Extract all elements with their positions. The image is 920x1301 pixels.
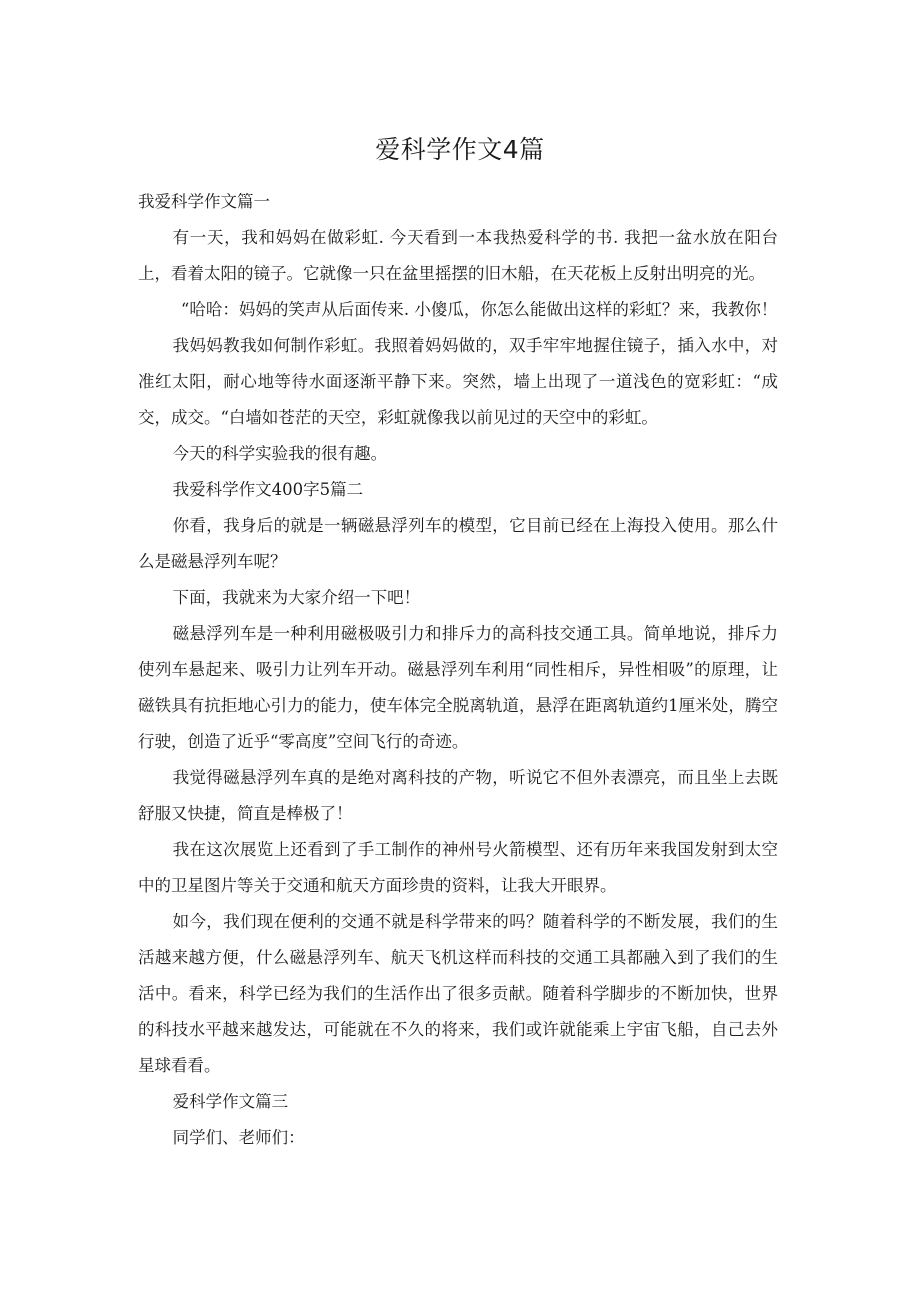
paragraph: “哈哈：妈妈的笑声从后面传来. 小傻瓜，你怎么能做出这样的彩虹？来，我教你！ — [180, 300, 778, 319]
document-body — [138, 184, 778, 1156]
paragraph: 同学们、老师们： — [172, 1128, 305, 1147]
paragraph: 你看，我身后的就是一辆磁悬浮列车的模型，它目前已经在上海投入使用。那么什么是磁悬浮列车呢？ — [138, 516, 778, 571]
section-heading-3: 爱科学作文篇三 — [172, 1092, 289, 1111]
paragraph: 有一天，我和妈妈在做彩虹. 今天看到一本我热爱科学的书. 我把一盆水放在阳台上，看着太阳的镜子。它就像一只在盆里摇摆的旧木船，在天花板上反射出明亮的光。 — [138, 228, 778, 283]
document-title: 爱科学作文4篇 — [375, 135, 545, 164]
paragraph: 我觉得磁悬浮列车真的是绝对离科技的产物，听说它不但外表漂亮，而且坐上去既舒服又快捷，简直是棒极了！ — [138, 768, 778, 823]
paragraph: 下面，我就来为大家介绍一下吧！ — [172, 588, 421, 607]
section-heading-2: 我爱科学作文400字5篇二 — [172, 480, 364, 499]
paragraph: 我妈妈教我如何制作彩虹。我照着妈妈做的，双手牢牢地握住镜子，插入水中，对准红太阳，耐心地等待水面逐渐平静下来。突然，墙上出现了一道浅色的宽彩虹：“成交，成交。“白墙如苍茫的天空，彩虹就像我以前见过的天空中的彩虹。 — [138, 336, 778, 427]
paragraph: 今天的科学实验我的很有趣。 — [172, 444, 388, 463]
paragraph: 如今，我们现在便利的交通不就是科学带来的吗？随着科学的不断发展，我们的生活越来越方便，什么磁悬浮列车、航天飞机这样而科技的交通工具都融入到了我们的生活中。看来，科学已经为我们的生活作出了很多贡献。随着科学脚步的不断加快，世界的科技水平越来越发达，可能就在不久的将来，我们或许就能乘上宇宙飞船，自己去外星球看看。 — [138, 912, 778, 1075]
section-heading-1: 我爱科学作文篇一 — [138, 192, 270, 211]
paragraph: 磁悬浮列车是一种利用磁极吸引力和排斥力的高科技交通工具。简单地说，排斥力使列车悬起来、吸引力让列车开动。磁悬浮列车利用“同性相斥，异性相吸”的原理，让磁铁具有抗拒地心引力的能力，使车体完全脱离轨道，悬浮在距离轨道约1厘米处，腾空行驶，创造了近乎“零高度”空间飞行的奇迹。 — [138, 624, 778, 751]
paragraph: 我在这次展览上还看到了手工制作的神州号火箭模型、还有历年来我国发射到太空中的卫星图片等关于交通和航天方面珍贵的资料，让我大开眼界。 — [138, 840, 778, 895]
